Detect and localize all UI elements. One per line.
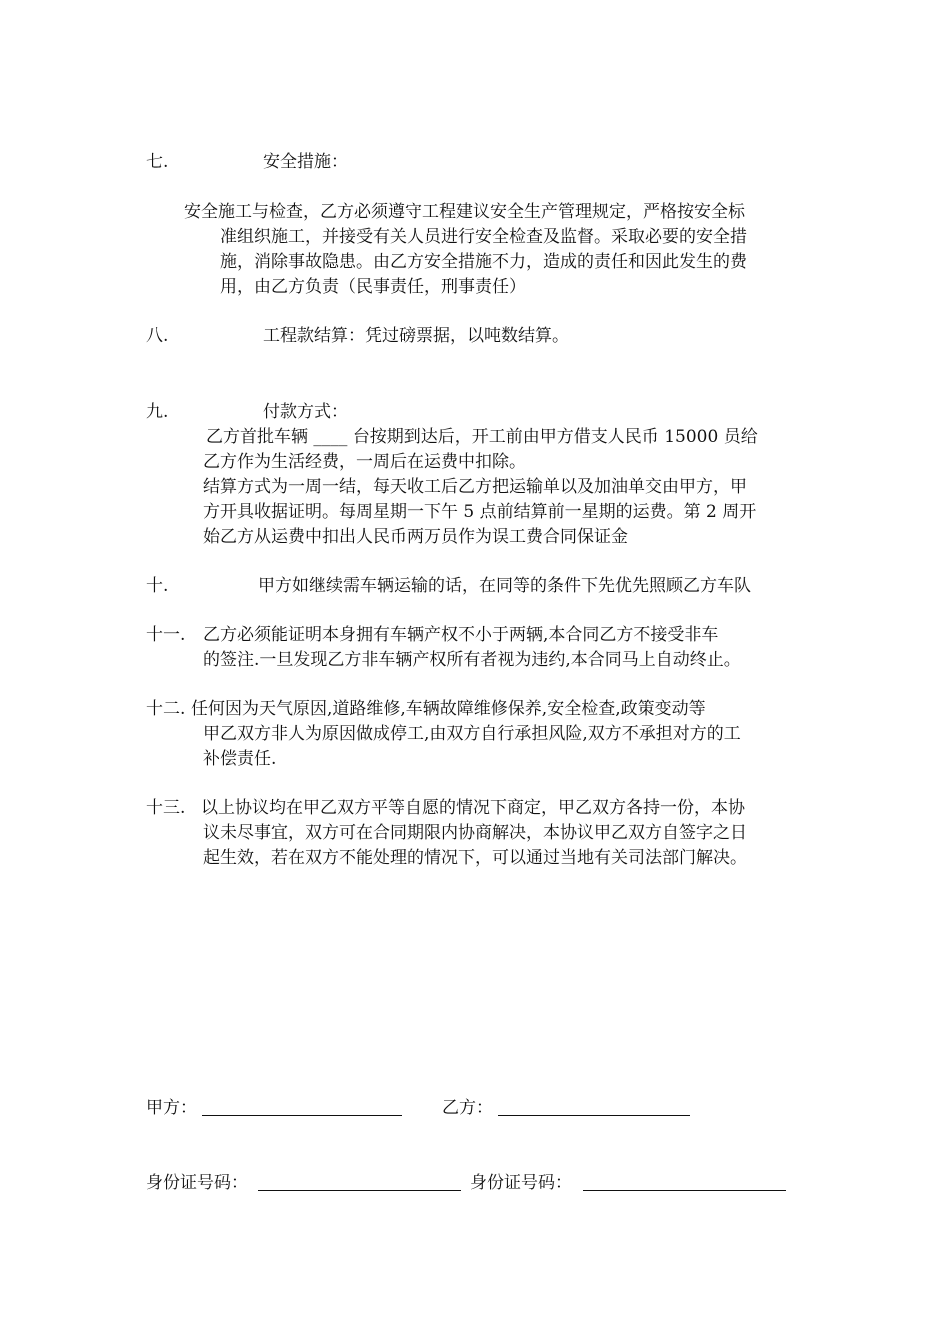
sec7-number: 七.: [146, 152, 169, 172]
sec9-title: 付款方式：: [263, 402, 348, 422]
sec12-line-1: 任何因为天气原因,道路维修,车辆故障维修保养,安全检查,政策变动等: [191, 699, 706, 719]
sec11-line-1: 乙方必须能证明本身拥有车辆产权不小于两辆,本合同乙方不接受非车: [203, 625, 719, 645]
sec7-line-4: 用，由乙方负责（民事责任，刑事责任）: [220, 277, 526, 297]
party-a-signature-line: [202, 1097, 402, 1116]
sec9-number: 九.: [146, 402, 169, 422]
sec9-line-5: 始乙方从运费中扣出人民币两万员作为误工费合同保证金: [203, 527, 628, 547]
party-a-id-label: 身份证号码：: [146, 1173, 248, 1193]
sec10-text: 甲方如继续需车辆运输的话，在同等的条件下先优先照顾乙方车队: [258, 576, 751, 596]
party-b-id-line: [583, 1172, 786, 1191]
sec9-line-4: 方开具收据证明。每周星期一下午 5 点前结算前一星期的运费。第 2 周开: [203, 502, 757, 522]
sec13-line-2: 议未尽事宜，双方可在合同期限内协商解决，本协议甲乙双方自签字之日: [203, 823, 747, 843]
sec10-number: 十.: [146, 576, 169, 596]
sec7-line-3: 施，消除事故隐患。由乙方安全措施不力，造成的责任和因此发生的费: [220, 252, 747, 272]
sec11-number: 十一.: [146, 625, 186, 645]
sec12-number: 十二.: [146, 699, 186, 719]
party-b-id-label: 身份证号码：: [470, 1173, 572, 1193]
party-b-signature-line: [498, 1097, 690, 1116]
sec7-title: 安全措施：: [263, 152, 348, 172]
sec12-line-3: 补偿责任.: [203, 749, 277, 769]
sec12-line-2: 甲乙双方非人为原因做成停工,由双方自行承担风险,双方不承担对方的工: [203, 724, 741, 744]
party-a-id-line: [258, 1172, 461, 1191]
sec9-line-2: 乙方作为生活经费，一周后在运费中扣除。: [203, 452, 526, 472]
sec9-line-1-post: 台按期到达后，开工前由甲方借支人民币 15000 员给: [352, 427, 758, 447]
sec13-number: 十三.: [146, 798, 186, 818]
party-a-label: 甲方：: [146, 1098, 197, 1118]
sec7-line-1: 安全施工与检查，乙方必须遵守工程建议安全生产管理规定，严格按安全标: [184, 202, 745, 222]
sec9-line-1: [206, 425, 758, 449]
sec8-text: 工程款结算：凭过磅票据，以吨数结算。: [263, 326, 569, 346]
sec13-line-3: 起生效，若在双方不能处理的情况下，可以通过当地有关司法部门解决。: [203, 848, 747, 868]
sec11-line-2: 的签注.一旦发现乙方非车辆产权所有者视为违约,本合同马上自动终止。: [203, 650, 741, 670]
sec9-line-1-pre: 乙方首批车辆: [206, 427, 308, 447]
sec8-number: 八.: [146, 326, 169, 346]
sec7-line-2: 准组织施工，并接受有关人员进行安全检查及监督。采取必要的安全措: [220, 227, 747, 247]
sec13-line-1: 以上协议均在甲乙双方平等自愿的情况下商定，甲乙双方各持一份，本协: [201, 798, 745, 818]
sec9-line-3: 结算方式为一周一结，每天收工后乙方把运输单以及加油单交由甲方，甲: [203, 477, 747, 497]
sec9-vehicle-count-blank: ____: [313, 427, 348, 447]
party-b-label: 乙方：: [442, 1098, 493, 1118]
